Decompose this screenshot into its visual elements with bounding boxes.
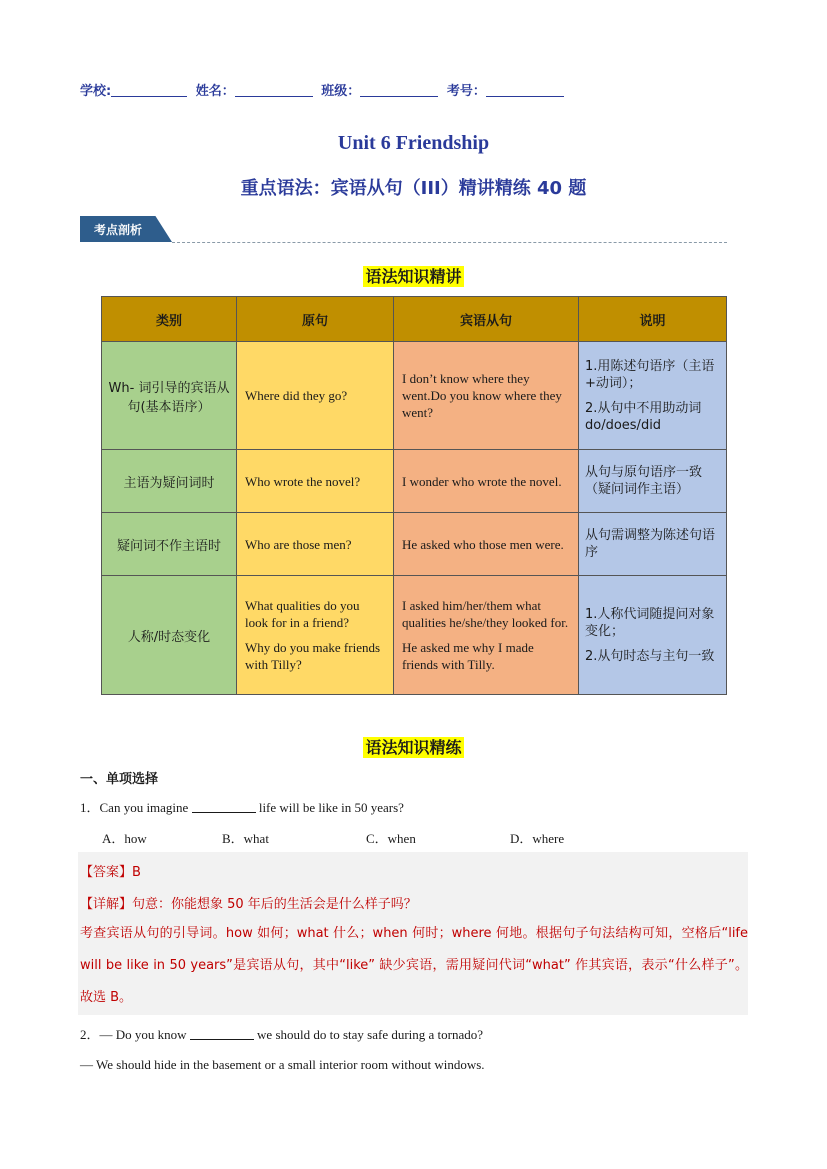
row-original	[237, 576, 394, 695]
school-blank[interactable]	[111, 84, 187, 97]
original-sentence: Who are those men?	[245, 536, 352, 552]
question-2	[80, 1024, 483, 1043]
table-row	[102, 576, 727, 695]
row-original	[237, 513, 394, 576]
row-category: 人称/时态变化	[102, 576, 237, 695]
note-text: 2.从句时态与主句一致	[585, 648, 715, 664]
detail-body: 考查宾语从句的引导词。how 如何；what 什么；when 何时；where 何地。根据句子句法结构可知，空格后“life will be like in 50 years”是宾语从句，其中“like” 缺少宾语，需用疑问代词“what” 作其宾语，表示“什么样子”。故选 B。	[80, 926, 748, 1005]
row-category: Wh- 词引导的宾语从句(基本语序）	[102, 342, 237, 450]
name-label: 姓名：	[195, 84, 235, 99]
clause-sentence: He asked me why I made friends with Tilly.	[402, 640, 534, 672]
lesson-subtitle: 重点语法：宾语从句（III）精讲精练 40 题	[240, 178, 587, 199]
row-clause	[394, 513, 579, 576]
option-b[interactable]: B．what	[222, 831, 269, 846]
section-divider	[172, 242, 727, 243]
question-2-stem-end: we should do to stay safe during a tornado?	[253, 1027, 484, 1042]
original-sentence: Where did they go?	[245, 388, 348, 403]
question-2-stem-start: 2．— Do you know	[80, 1027, 190, 1042]
row-note	[579, 576, 727, 695]
original-sentence: Why do you make friends with Tilly?	[245, 640, 381, 672]
detail-heading: 【详解】句意：你能想象 50 年后的生活会是什么样子吗？	[80, 897, 417, 912]
question-1-stem-end: life will be like in 50 years?	[255, 800, 404, 815]
row-category: 主语为疑问词时	[102, 450, 237, 513]
original-sentence: Who wrote the novel?	[245, 473, 361, 489]
original-sentence: What qualities do you look for in a friend?	[245, 598, 360, 630]
question-2-blank[interactable]	[190, 1027, 254, 1040]
option-c[interactable]: C．when	[366, 831, 416, 846]
header-category: 类别	[102, 297, 237, 342]
section-title: 一、单项选择	[80, 772, 159, 787]
exam-no-blank[interactable]	[486, 84, 564, 97]
row-note	[579, 450, 727, 513]
student-info-line	[80, 80, 568, 99]
header-clause: 宾语从句	[394, 297, 579, 342]
note-text: 1.用陈述句语序（主语+动词）；	[585, 358, 715, 391]
row-note	[579, 342, 727, 450]
note-text: 从句与原句语序一致（疑问词作主语）	[585, 465, 703, 497]
school-label: 学校:	[80, 84, 112, 99]
header-original: 原句	[237, 297, 394, 342]
question-2-reply: — We should hide in the basement or a small interior room without windows.	[80, 1057, 485, 1072]
row-note	[579, 513, 727, 576]
unit-title: Unit 6 Friendship	[337, 132, 490, 154]
note-text: 2.从句中不用助动词 do/does/did	[585, 400, 702, 433]
lecture-heading-text: 语法知识精讲	[365, 267, 462, 286]
header-note: 说明	[579, 297, 727, 342]
section-tab	[80, 216, 172, 242]
row-category: 疑问词不作主语时	[102, 513, 237, 576]
lecture-heading	[0, 264, 827, 287]
table-header-row	[102, 297, 727, 342]
clause-sentence: He asked who those men were.	[402, 536, 564, 552]
grammar-table	[101, 296, 727, 695]
row-original	[237, 450, 394, 513]
name-blank[interactable]	[235, 84, 313, 97]
question-1	[80, 797, 404, 816]
class-blank[interactable]	[360, 84, 438, 97]
row-original	[237, 342, 394, 450]
class-label: 班级：	[321, 84, 361, 99]
clause-sentence: I don’t know where they went.Do you know where they went?	[402, 371, 562, 420]
note-text: 1.人称代词随提问对象变化；	[585, 606, 715, 639]
practice-heading-text: 语法知识精练	[365, 738, 462, 757]
option-d[interactable]: D．where	[510, 831, 565, 846]
table-row	[102, 450, 727, 513]
section-tab-label: 考点剖析	[94, 223, 143, 237]
note-text: 从句需调整为陈述句语序	[585, 528, 716, 560]
question-1-blank[interactable]	[192, 800, 256, 813]
row-clause	[394, 342, 579, 450]
clause-sentence: I wonder who wrote the novel.	[402, 473, 562, 489]
answer-text: 【答案】B	[80, 865, 141, 880]
practice-heading	[0, 735, 827, 758]
table-row	[102, 513, 727, 576]
table-row	[102, 342, 727, 450]
question-1-stem-start: 1．Can you imagine	[80, 800, 192, 815]
row-clause	[394, 576, 579, 695]
option-a[interactable]: A．how	[102, 831, 147, 846]
clause-sentence: I asked him/her/them what qualities he/she/they looked for.	[402, 598, 569, 630]
exam-no-label: 考号：	[446, 84, 486, 99]
row-clause	[394, 450, 579, 513]
